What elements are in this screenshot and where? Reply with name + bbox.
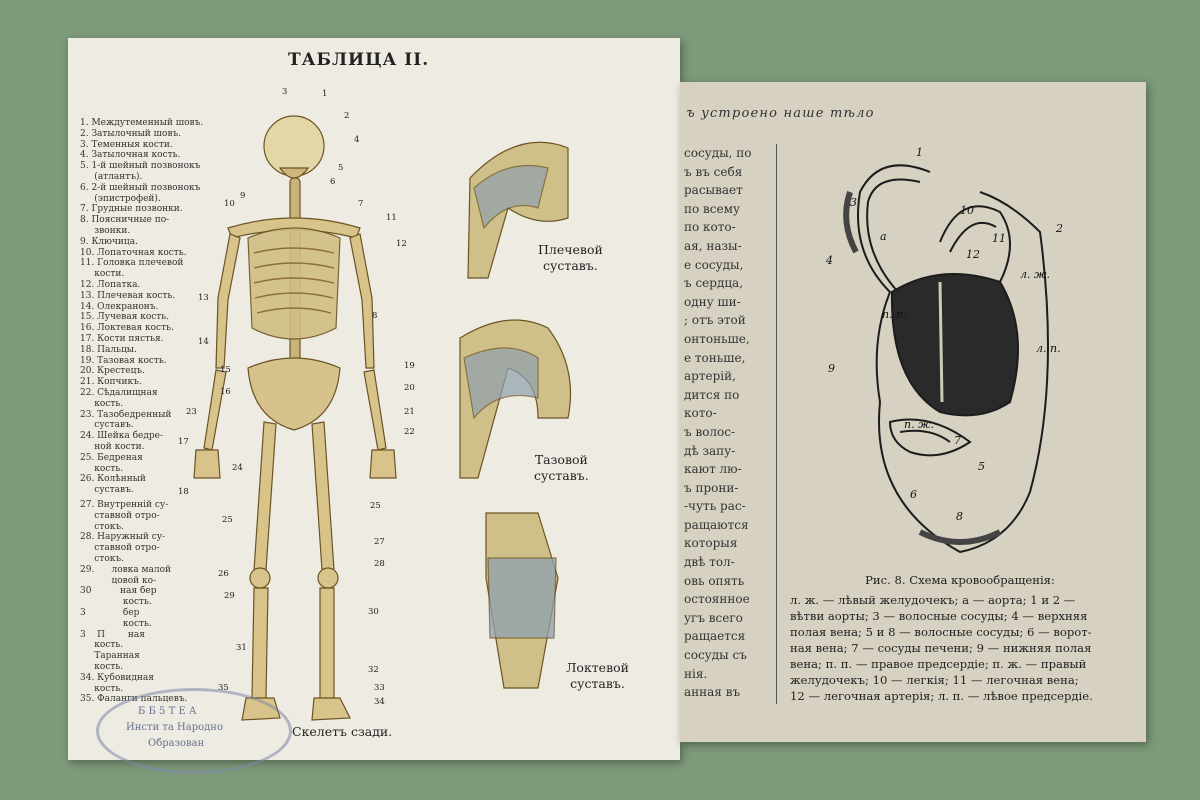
skeleton-number-label: 29 xyxy=(224,591,235,601)
skeleton-number-label: 3 xyxy=(282,87,288,97)
skeleton-number-label: 19 xyxy=(404,361,415,371)
legend-entry: 3 П ная xyxy=(80,629,145,640)
legend-entry: 35. Фаланги пальцевъ. xyxy=(80,694,188,705)
skeleton-caption: Скелетъ сзади. xyxy=(292,724,393,739)
diagram-number-label: л. п. xyxy=(1036,342,1061,355)
shoulder-label-line2: суставъ. xyxy=(543,258,598,273)
diagram-number-label: 11 xyxy=(992,232,1006,245)
legend-entry: (эпистрофей). xyxy=(80,193,161,204)
legend-entry: 10. Лопаточная кость. xyxy=(80,247,187,258)
legend-entry: кости. xyxy=(80,269,125,280)
hip-joint-label xyxy=(534,452,589,484)
diagram-number-label: 8 xyxy=(956,510,963,523)
skeleton-number-label: 17 xyxy=(178,437,189,447)
caption-line: полая вена; 5 и 8 — волосные сосуды; 6 — ворот- xyxy=(790,625,1092,639)
legend-entry: стокъ. xyxy=(80,553,124,564)
caption-line: л. ж. — лѣвый желудочекъ; а — аорта; 1 и 2 — xyxy=(790,593,1076,607)
skeleton-number-label: 34 xyxy=(374,697,385,707)
legend-entry: 21. Копчикъ. xyxy=(80,377,142,388)
diagram-number-label: 2 xyxy=(1056,222,1063,235)
skeleton-number-label: 26 xyxy=(218,569,229,579)
body-text-line: -чуть рас- xyxy=(684,499,746,514)
body-text-line: угъ всего xyxy=(684,610,743,625)
diagram-number-label: 9 xyxy=(828,362,835,375)
caption-body xyxy=(790,592,1130,704)
body-text-line: которыя xyxy=(684,536,738,551)
legend-entry: кость. xyxy=(80,597,152,608)
legend-entry: цовой ко- xyxy=(80,575,157,586)
skeleton-number-label: 24 xyxy=(232,463,243,473)
skeleton-number-label: 6 xyxy=(330,177,336,187)
diagram-number-label: 7 xyxy=(954,434,961,447)
body-text-line: овь опять xyxy=(684,573,745,588)
anatomy-plate-page xyxy=(68,38,680,760)
legend-entry: 4. Затылочная кость. xyxy=(80,150,181,161)
diagram-number-label: а xyxy=(880,230,887,243)
legend-entry: 34. Кубовидная xyxy=(80,672,154,683)
legend-entry: Таранная xyxy=(80,651,140,662)
skeleton-number-label: 9 xyxy=(240,191,246,201)
page-running-header: ъ устроено наше тѣло xyxy=(686,106,875,121)
legend-entry: 3. Теменныя кости. xyxy=(80,139,173,150)
legend-entry: 23. Тазобедренный xyxy=(80,409,172,420)
skeleton-number-label: 4 xyxy=(354,135,360,145)
legend-entry: 27. Внутренній су- xyxy=(80,500,169,510)
body-text-line: двѣ тол- xyxy=(684,555,735,570)
caption-line: 12 — легочная артерія; л. п. — лѣвое предсердіе. xyxy=(790,689,1093,703)
skeleton-number-label: 8 xyxy=(372,311,378,321)
body-text-line: ъ въ себя xyxy=(684,164,743,179)
shoulder-label-line1: Плечевой xyxy=(538,242,603,257)
legend-entry: 25. Бедреная xyxy=(80,452,143,463)
skeleton-number-label: 30 xyxy=(368,607,379,617)
legend-entry: 29. ловка малой xyxy=(80,564,172,575)
skeleton-number-label: 25 xyxy=(370,501,381,511)
legend-entry: кость. xyxy=(80,661,124,672)
legend-entry: 24. Шейка бедре- xyxy=(80,431,164,442)
elbow-label-line1: Локтевой xyxy=(566,660,629,675)
skeleton-number-label: 7 xyxy=(358,199,364,209)
body-text-line: ая, назы- xyxy=(684,238,742,253)
body-text-line: ращаются xyxy=(684,517,749,532)
legend-entry: 1. Междутеменный шовъ. xyxy=(80,118,204,128)
skeleton-number-label: 35 xyxy=(218,683,229,693)
elbow-joint-label xyxy=(566,660,629,692)
legend-entry: 28. Наружный су- xyxy=(80,532,166,543)
stamp-line-3: Образован xyxy=(148,738,205,749)
body-text-line: по кото- xyxy=(684,220,736,235)
legend-entry: кость. xyxy=(80,640,124,651)
skeleton-number-label: 12 xyxy=(396,239,407,249)
hip-label-line1: Тазовой xyxy=(534,452,588,467)
figure-caption xyxy=(790,572,1130,704)
legend-entry: 6. 2-й шейный позвонокъ xyxy=(80,182,201,193)
skeleton-number-label: 27 xyxy=(374,537,385,547)
skeleton-number-label: 31 xyxy=(236,643,247,653)
legend-entry: кость. xyxy=(80,618,152,629)
legend-entry: суставъ. xyxy=(80,485,134,496)
legend-entry: стокъ. xyxy=(80,521,124,532)
legend-entry: 15. Лучевая кость. xyxy=(80,312,170,323)
caption-line: ная вена; 7 — сосуды печени; 9 — нижняя полая xyxy=(790,641,1092,655)
skeleton-number-label: 22 xyxy=(404,427,415,437)
caption-line: желудочекъ; 10 — легкія; 11 — легочная вена; xyxy=(790,673,1079,687)
skeleton-number-label: 18 xyxy=(178,487,189,497)
skeleton-number-label: 28 xyxy=(374,559,385,569)
legend-entry: ставной отро- xyxy=(80,510,160,521)
body-text-line: онтоньше, xyxy=(684,331,750,346)
diagram-number-label: п. ж. xyxy=(904,418,935,431)
body-text-line: остоянное xyxy=(684,592,750,607)
legend-entry: 5. 1-й шейный позвонокъ xyxy=(80,161,201,172)
body-text-line: ъ сердца, xyxy=(684,276,744,291)
legend-entry: 30 ная бер xyxy=(80,586,157,597)
skeleton-number-label: 16 xyxy=(220,387,231,397)
body-text-line: дѣ запу- xyxy=(684,443,736,458)
skeleton-number-label: 11 xyxy=(386,213,397,223)
body-text-line: анная въ xyxy=(684,685,741,700)
skeleton-number-label: 13 xyxy=(198,293,209,303)
stamp-line-2: Инсти та Народно xyxy=(126,722,223,733)
skeleton-number-label: 21 xyxy=(404,407,415,417)
legend-entry: 8. Поясничные по- xyxy=(80,215,170,226)
caption-title: Рис. 8. Схема кровообращенія: xyxy=(865,573,1055,587)
body-text-line: кают лю- xyxy=(684,462,742,477)
body-text-line: расывает xyxy=(684,183,743,198)
legend-entry: 18. Пальцы. xyxy=(80,344,137,355)
diagram-number-label: 5 xyxy=(978,460,985,473)
skeleton-number-label: 5 xyxy=(338,163,344,173)
skeleton-number-label: 32 xyxy=(368,665,379,675)
circulation-page xyxy=(680,82,1146,742)
skeleton-number-label: 15 xyxy=(220,365,231,375)
legend-entry: 20. Крестецъ. xyxy=(80,366,145,377)
legend-entry: 7. Грудные позвонки. xyxy=(80,204,183,215)
legend-entry: 13. Плечевая кость. xyxy=(80,290,176,301)
legend-entry: 16. Локтевая кость. xyxy=(80,323,174,334)
skeleton-illustration xyxy=(68,38,680,760)
body-text-line: сосуды, по xyxy=(684,146,752,160)
legend-entry: звонки. xyxy=(80,225,131,236)
legend-entry: (атлантъ). xyxy=(80,171,143,182)
diagram-number-label: 4 xyxy=(826,254,833,267)
body-text-line: нія. xyxy=(684,666,708,681)
body-text-line: ; отъ этой xyxy=(684,313,746,328)
legend-entry: 26. Колѣнный xyxy=(80,474,146,485)
legend-entry: 19. Тазовая кость. xyxy=(80,355,167,366)
diagram-number-label: 12 xyxy=(966,248,980,261)
caption-line: вена; п. п. — правое предсердіе; п. ж. — правый xyxy=(790,657,1087,671)
diagram-number-label: л. ж. xyxy=(1020,268,1050,281)
legend-entry: 22. Сѣдалищная xyxy=(80,387,158,398)
skeleton-number-label: 1 xyxy=(322,89,328,99)
skeleton-number-label: 20 xyxy=(404,383,415,393)
skeleton-number-label: 10 xyxy=(224,199,235,209)
legend-entry: кость. xyxy=(80,463,124,474)
body-text-line: ъ волос- xyxy=(684,424,736,439)
diagram-number-label: 3 xyxy=(850,196,857,209)
diagram-number-label: п. п. xyxy=(882,308,907,321)
body-text-line: одну ши- xyxy=(684,294,741,309)
body-text-line: дится по xyxy=(684,387,740,402)
body-text-line: е сосуды, xyxy=(684,257,744,272)
legend-entry: 12. Лопатка. xyxy=(80,279,141,290)
diagram-number-label: 1 xyxy=(916,146,923,159)
body-text-line: кото- xyxy=(684,406,717,421)
legend-entry: суставъ. xyxy=(80,420,134,431)
legend-entry: 2. Затылочный шовъ. xyxy=(80,128,182,139)
body-text-line: ращается xyxy=(684,629,746,644)
shoulder-joint-label xyxy=(538,242,603,274)
body-text-line: ъ прони- xyxy=(684,480,739,495)
legend-entry: 11. Головка плечевой xyxy=(80,258,184,269)
body-text-line: сосуды съ xyxy=(684,648,747,663)
skeleton-number-label: 14 xyxy=(198,337,209,347)
legend-entry: 17. Кости пястья. xyxy=(80,333,164,344)
elbow-label-line2: суставъ. xyxy=(570,676,625,691)
legend-entry: 3 бер xyxy=(80,607,140,618)
caption-line: вѣтви аорты; 3 — волосные сосуды; 4 — верхняя xyxy=(790,609,1088,623)
diagram-number-label: 10 xyxy=(960,204,974,217)
legend-entry: 9. Ключица. xyxy=(80,236,138,247)
legend-entry: ставной отро- xyxy=(80,543,160,554)
skeleton-number-label: 2 xyxy=(344,111,350,121)
legend-entry: ной кости. xyxy=(80,441,145,452)
skeleton-number-label: 23 xyxy=(186,407,197,417)
skeleton-number-label: 33 xyxy=(374,683,385,693)
stamp-line-1: Б Б 5 Т Е А xyxy=(138,706,197,717)
hip-label-line2: суставъ. xyxy=(534,468,589,483)
plate-title: ТАБЛИЦА II. xyxy=(288,50,430,70)
diagram-number-label: 6 xyxy=(910,488,917,501)
skeleton-number-label: 25 xyxy=(222,515,233,525)
body-text-line: е тоньше, xyxy=(684,350,746,365)
body-text-line: по всему xyxy=(684,201,741,216)
body-text-line: артерій, xyxy=(684,369,736,384)
legend-entry: кость. xyxy=(80,683,124,694)
legend-entry: 14. Олекранонъ. xyxy=(80,301,159,312)
legend-entry: кость. xyxy=(80,398,124,409)
